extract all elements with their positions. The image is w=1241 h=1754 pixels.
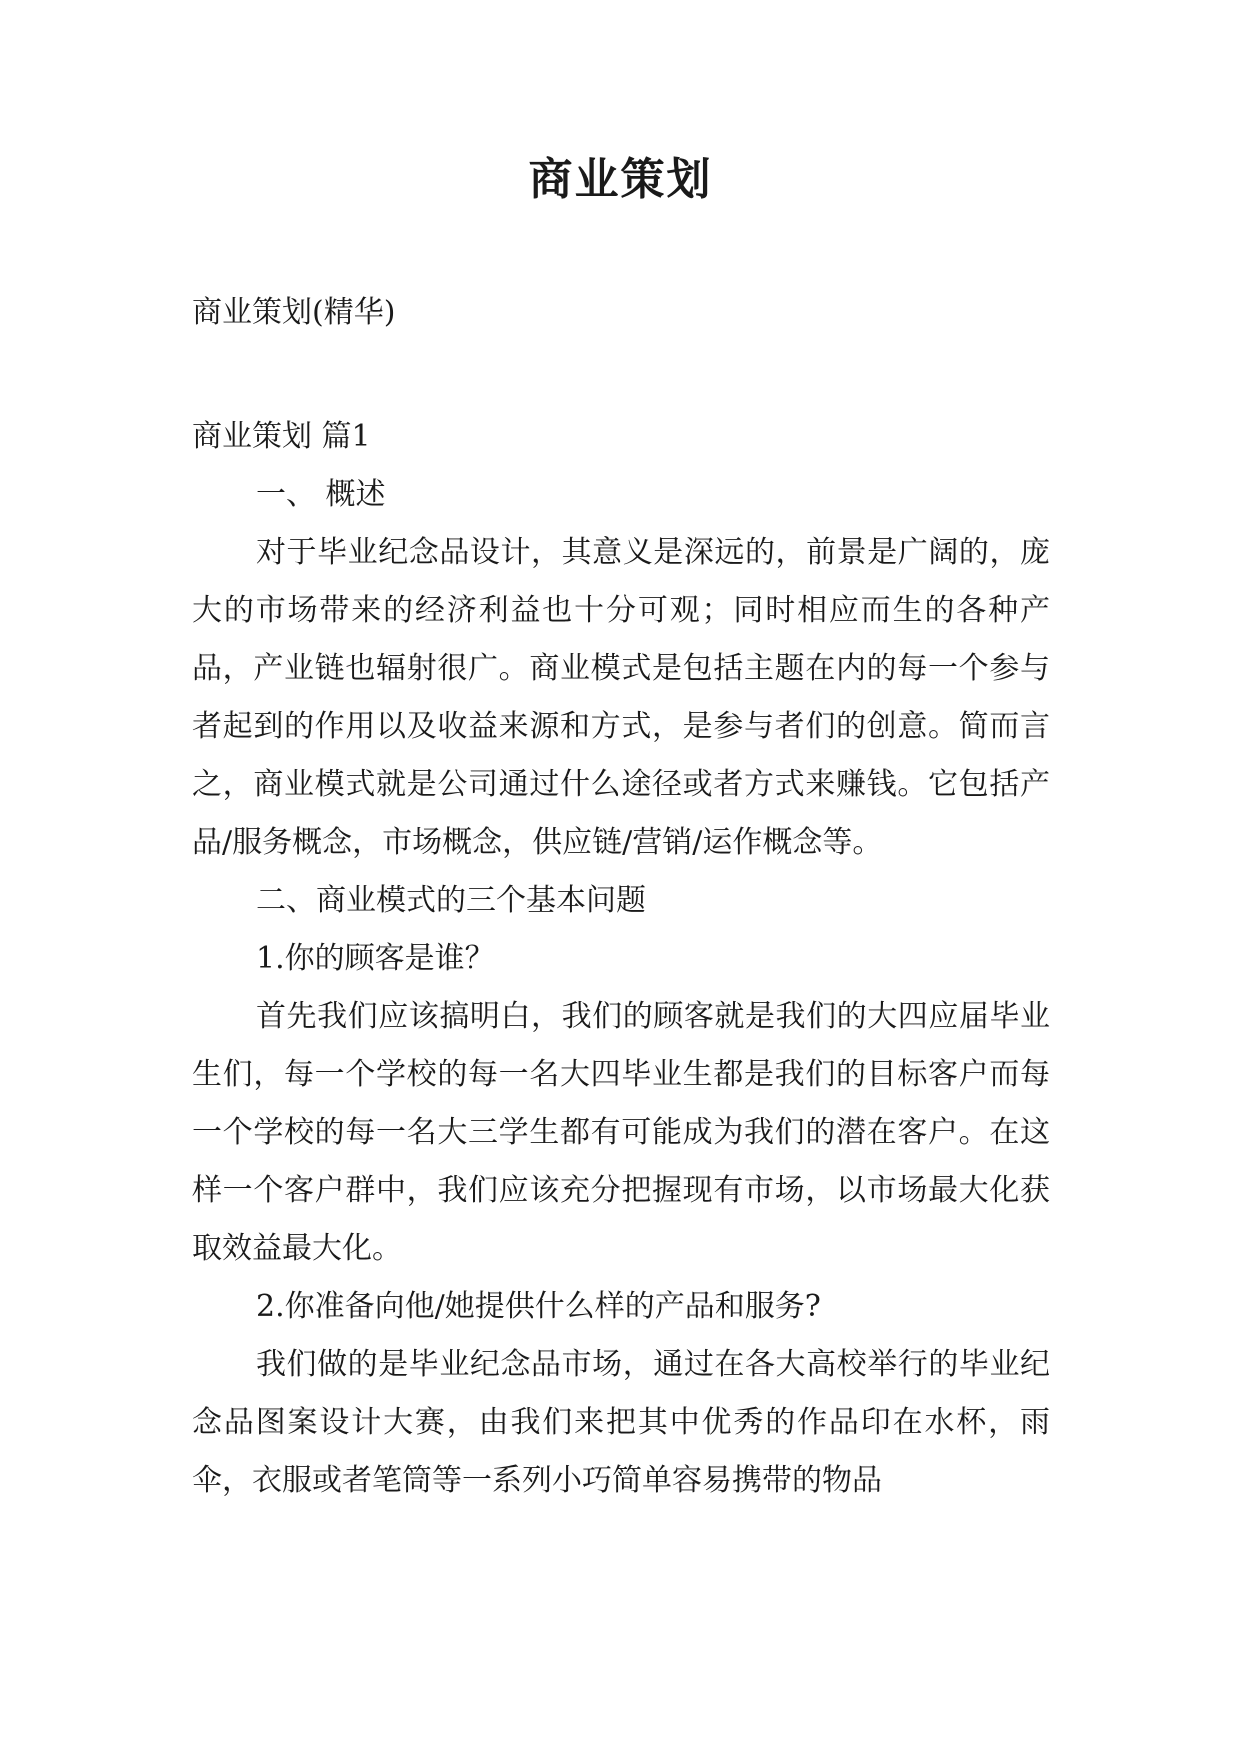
document-body [192,408,1050,1510]
document-title: 商业策划 [528,154,713,205]
heading-business-model: 二、商业模式的三个基本问题 [256,883,646,918]
section-heading: 商业策划 篇1 [192,419,371,454]
paragraph-customer: 首先我们应该搞明白，我们的顾客就是我们的大四应届毕业生们，每一个学校的每一名大四毕业生都是我们的目标客户而每一个学校的每一名大三学生都有可能成为我们的潜在客户。在这样一个客户群中，我们应该充分把握现有市场，以市场最大化获取效益最大化。 [192,999,1050,1266]
heading-overview: 一、 概述 [256,477,386,512]
document-subtitle: 商业策划(精华) [192,295,396,330]
paragraph-product: 我们做的是毕业纪念品市场，通过在各大高校举行的毕业纪念品图案设计大赛，由我们来把其中优秀的作品印在水杯，雨伞，衣服或者笔筒等一系列小巧简单容易携带的物品 [192,1347,1050,1498]
question-product: 2.你准备向他/她提供什么样的产品和服务? [256,1289,821,1324]
question-customer: 1.你的顾客是谁？ [256,941,495,976]
paragraph-overview: 对于毕业纪念品设计，其意义是深远的，前景是广阔的，庞大的市场带来的经济利益也十分可观；同时相应而生的各种产品，产业链也辐射很广。商业模式是包括主题在内的每一个参与者起到的作用以及收益来源和方式，是参与者们的创意。简而言之，商业模式就是公司通过什么途径或者方式来赚钱。它包括产品/服务概念，市场概念，供应链/营销/运作概念等。 [192,535,1050,860]
